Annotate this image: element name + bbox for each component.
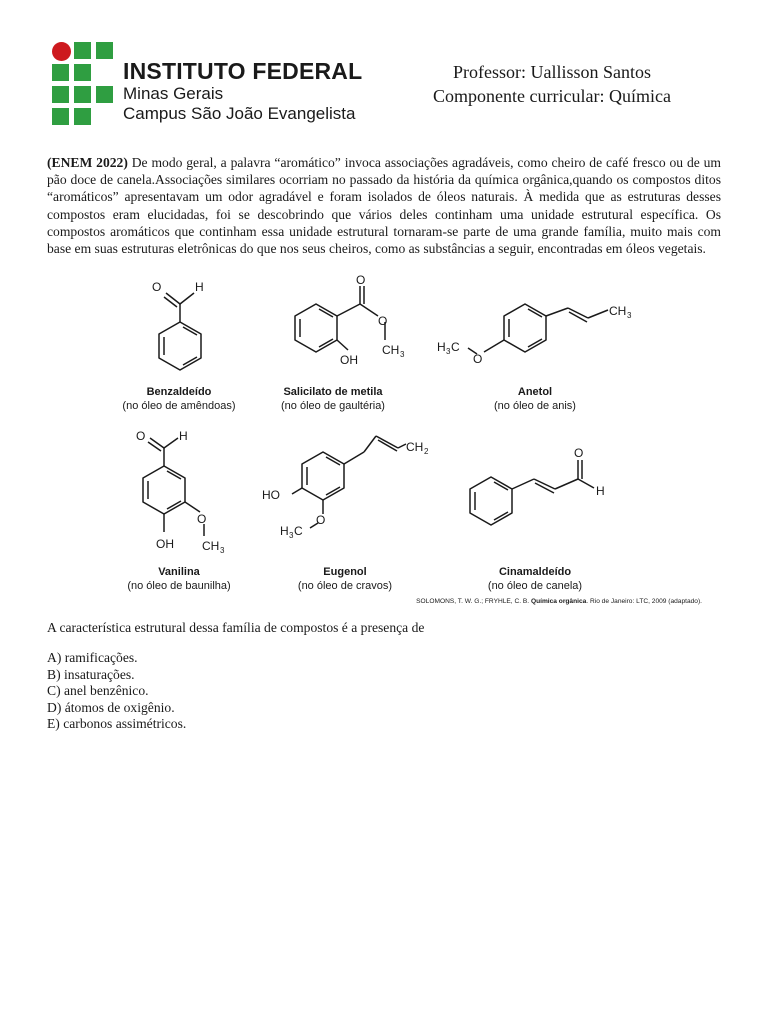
compound-name: Benzaldeído bbox=[146, 386, 212, 398]
svg-text:3: 3 bbox=[627, 311, 632, 320]
svg-text:H: H bbox=[596, 484, 605, 498]
compound-source: (no óleo de baunilha) bbox=[127, 580, 231, 592]
citation-authors: SOLOMONS, T. W. G.; FRYHLE, C. B. bbox=[416, 598, 531, 605]
citation-rest: . Rio de Janeiro: LTC, 2009 (adaptado). bbox=[586, 598, 702, 605]
svg-text:H: H bbox=[195, 280, 204, 294]
svg-text:CH: CH bbox=[406, 440, 424, 454]
svg-text:O: O bbox=[378, 314, 388, 328]
eugenol-structure bbox=[292, 436, 406, 528]
benzaldehyde-structure bbox=[159, 293, 201, 370]
svg-text:3: 3 bbox=[400, 350, 405, 359]
compound-label bbox=[94, 565, 264, 593]
svg-text:OH: OH bbox=[156, 537, 174, 551]
compound-label bbox=[450, 385, 620, 413]
institution-name: INSTITUTO FEDERAL bbox=[123, 58, 363, 84]
svg-text:O: O bbox=[197, 512, 207, 526]
compound-label bbox=[450, 565, 620, 593]
compound-source: (no óleo de cravos) bbox=[297, 580, 393, 592]
svg-text:O: O bbox=[136, 429, 146, 443]
svg-text:H: H bbox=[437, 340, 446, 354]
logo-mark-icon bbox=[52, 42, 114, 128]
compound-label bbox=[260, 565, 430, 593]
svg-text:2: 2 bbox=[424, 447, 429, 456]
institution-logo bbox=[52, 42, 382, 128]
compound-source: (no óleo de canela) bbox=[487, 580, 583, 592]
structures-illustration bbox=[100, 274, 710, 614]
compound-name: Anetol bbox=[517, 386, 553, 398]
institution-campus: Campus São João Evangelista bbox=[123, 104, 356, 123]
option-a: A) ramificações. bbox=[47, 650, 138, 665]
anethole-structure bbox=[468, 304, 608, 354]
compound-label bbox=[248, 385, 418, 413]
institution-state: Minas Gerais bbox=[123, 84, 224, 103]
option-e: E) carbonos assimétricos. bbox=[47, 716, 187, 732]
svg-text:H: H bbox=[179, 429, 188, 443]
compound-name: Salicilato de metila bbox=[283, 386, 383, 398]
compound-label bbox=[94, 385, 264, 413]
option-d: D) átomos de oxigênio. bbox=[47, 699, 175, 715]
svg-text:HO: HO bbox=[262, 488, 280, 502]
compounds-figure bbox=[100, 274, 710, 614]
svg-text:C: C bbox=[294, 524, 303, 538]
svg-text:CH: CH bbox=[382, 343, 400, 357]
question-text: De modo geral, a palavra “aromático” invoca associações agradáveis, como cheiro de café fresco ou de um pão doce de canela.Associações similares ocorriam no passado da história da química orgânica,quando os compostos ditos “aromáticos” apresentavam um odor agradável e foram isolados de óleos naturais. À medida que as estruturas desses compostos eram elucidadas, foi se descobrindo que vários deles continham uma unidade estrutural específica. Os compostos aromáticos que continham essa unidade estrutural tornaram-se parte de uma grande família, muito mais com base em suas estruturas eletrônicas do que nos seus cheiros, como as substâncias a seguir, encontradas em óleos vegetais. bbox=[47, 155, 722, 257]
svg-text:O: O bbox=[473, 352, 483, 366]
cinnamaldehyde-structure bbox=[470, 460, 594, 525]
svg-text:3: 3 bbox=[220, 546, 225, 555]
course-info bbox=[400, 60, 704, 108]
compound-source: (no óleo de amêndoas) bbox=[122, 400, 236, 412]
svg-text:H: H bbox=[280, 524, 289, 538]
component-name: Componente curricular: Química bbox=[433, 86, 671, 106]
methyl-salicylate-structure bbox=[295, 286, 388, 352]
citation-title: Química orgânica bbox=[530, 598, 587, 605]
vanillin-structure bbox=[143, 438, 207, 536]
svg-text:CH: CH bbox=[202, 539, 220, 553]
question-prompt: A característica estrutural dessa família de compostos é a presença de bbox=[47, 620, 425, 635]
compound-name: Eugenol bbox=[323, 566, 367, 578]
structure-atom-labels bbox=[136, 274, 632, 555]
svg-text:C: C bbox=[451, 340, 460, 354]
option-c: C) anel benzênico. bbox=[47, 683, 149, 699]
answer-options bbox=[47, 650, 186, 733]
svg-text:3: 3 bbox=[446, 347, 451, 356]
professor-name: Professor: Uallisson Santos bbox=[453, 62, 651, 82]
option-b: B) insaturações. bbox=[47, 666, 135, 682]
figure-citation bbox=[416, 598, 702, 605]
compound-source: (no óleo de gaultéria) bbox=[281, 400, 385, 412]
compound-source: (no óleo de anis) bbox=[494, 400, 576, 412]
compound-name: Cinamaldeído bbox=[498, 566, 572, 578]
svg-text:O: O bbox=[356, 274, 366, 287]
svg-text:O: O bbox=[152, 280, 162, 294]
question-tag: (ENEM 2022) bbox=[47, 155, 128, 170]
svg-text:CH: CH bbox=[609, 304, 627, 318]
svg-text:OH: OH bbox=[340, 353, 358, 367]
question-statement bbox=[47, 154, 721, 257]
svg-text:3: 3 bbox=[289, 531, 294, 540]
compound-name: Vanilina bbox=[158, 566, 200, 578]
svg-text:O: O bbox=[316, 513, 326, 527]
svg-text:O: O bbox=[574, 446, 584, 460]
